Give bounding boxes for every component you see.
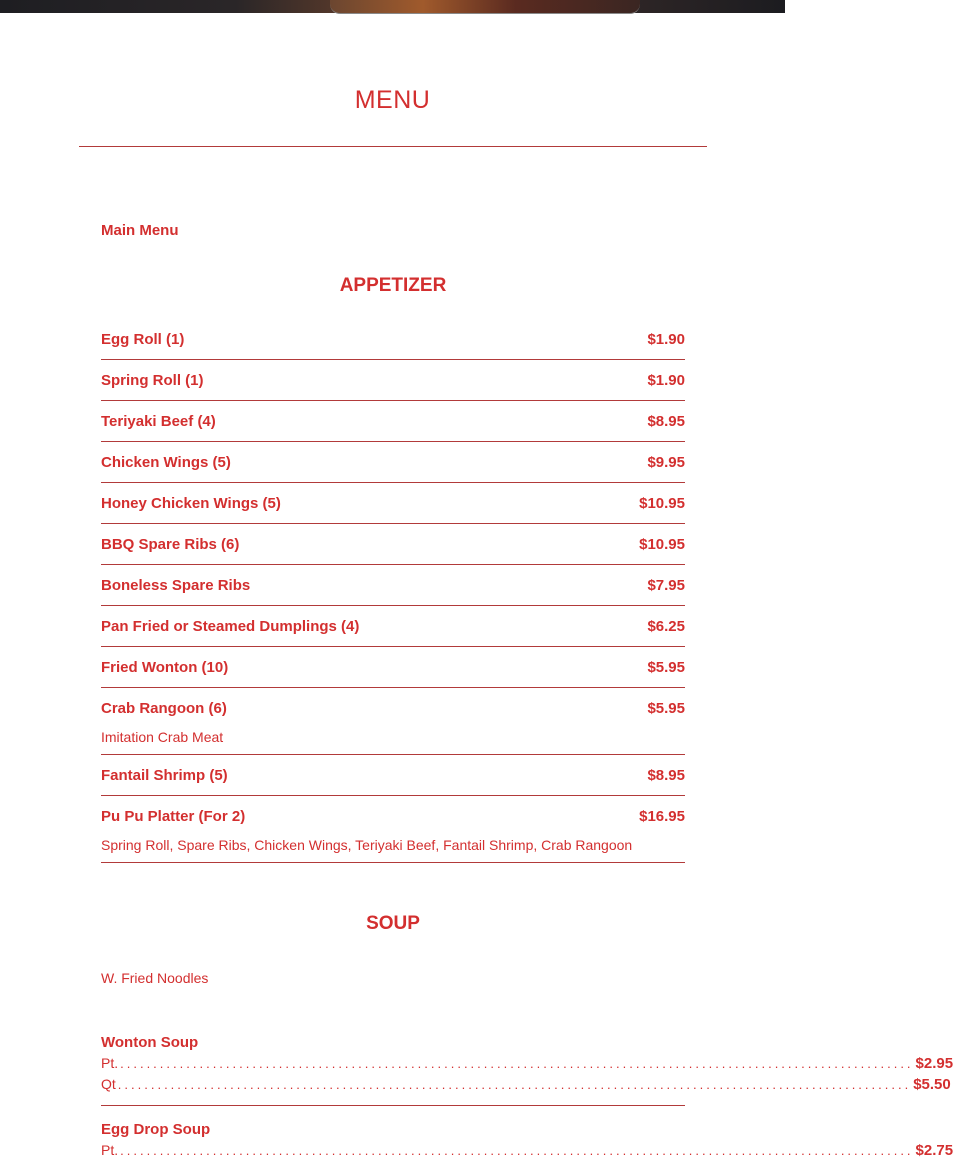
menu-item-row xyxy=(101,657,685,679)
dot-leader: ........................................................................................................................ xyxy=(120,1143,914,1158)
soup-size-row xyxy=(101,1140,953,1161)
menu-item-price: $10.95 xyxy=(639,495,685,512)
section-heading-appetizer: APPETIZER xyxy=(339,275,447,296)
menu-item-row xyxy=(101,411,685,433)
soup-size-label: Qt xyxy=(101,1076,116,1092)
menu-item-name: Teriyaki Beef (4) xyxy=(101,413,216,430)
soup-size-price: $5.50 xyxy=(913,1076,951,1093)
menu-item xyxy=(101,483,685,524)
menu-item-description: Spring Roll, Spare Ribs, Chicken Wings, Teriyaki Beef, Fantail Shrimp, Crab Rangoon xyxy=(101,837,633,853)
menu-item-row xyxy=(101,698,685,720)
menu-item-price: $16.95 xyxy=(639,808,685,825)
menu-item xyxy=(101,647,685,688)
menu-item-row xyxy=(101,575,685,597)
menu-item-row xyxy=(101,806,685,828)
menu-item-price: $5.95 xyxy=(647,659,685,676)
soup-item-name: Wonton Soup xyxy=(101,1034,199,1051)
menu-item-name: Boneless Spare Ribs xyxy=(101,577,251,594)
soup-size-price: $2.95 xyxy=(915,1055,953,1072)
title-divider xyxy=(79,146,707,147)
menu-item-price: $1.90 xyxy=(647,331,685,348)
menu-item xyxy=(101,796,685,863)
menu-item-name: Spring Roll (1) xyxy=(101,372,204,389)
menu-item-price: $7.95 xyxy=(647,577,685,594)
menu-item xyxy=(101,688,685,755)
soup-size-label: Pt. xyxy=(101,1055,119,1071)
menu-item-row xyxy=(101,534,685,556)
soup-size-row xyxy=(101,1074,951,1095)
hero-image xyxy=(0,0,785,13)
soup-size-row xyxy=(101,1053,953,1074)
menu-item-row xyxy=(101,493,685,515)
menu-item-row xyxy=(101,452,685,474)
menu-item-name: Honey Chicken Wings (5) xyxy=(101,495,281,512)
menu-item-price: $10.95 xyxy=(639,536,685,553)
menu-item xyxy=(101,606,685,647)
menu-item-price: $8.95 xyxy=(647,413,685,430)
menu-item xyxy=(101,319,685,360)
menu-item-name: BBQ Spare Ribs (6) xyxy=(101,536,240,553)
menu-item-name: Pu Pu Platter (For 2) xyxy=(101,808,246,825)
menu-item xyxy=(101,755,685,796)
menu-item-row xyxy=(101,329,685,351)
menu-item-name: Egg Roll (1) xyxy=(101,331,185,348)
menu-item-price: $5.95 xyxy=(647,700,685,717)
menu-item-name: Fantail Shrimp (5) xyxy=(101,767,228,784)
menu-item-row xyxy=(101,765,685,787)
soup-size-label: Pt. xyxy=(101,1142,119,1158)
menu-item-name: Fried Wonton (10) xyxy=(101,659,229,676)
menu-item-price: $1.90 xyxy=(647,372,685,389)
menu-item-price: $6.25 xyxy=(647,618,685,635)
food-plate-image xyxy=(330,0,640,14)
menu-item-price: $9.95 xyxy=(647,454,685,471)
menu-item-row xyxy=(101,616,685,638)
menu-item xyxy=(101,524,685,565)
soup-item-name: Egg Drop Soup xyxy=(101,1121,211,1138)
menu-item xyxy=(101,401,685,442)
menu-item-description: Imitation Crab Meat xyxy=(101,729,224,745)
menu-item-row xyxy=(101,370,685,392)
menu-item-name: Pan Fried or Steamed Dumplings (4) xyxy=(101,618,360,635)
tab-main-menu[interactable]: Main Menu xyxy=(101,222,179,239)
soup-list xyxy=(101,987,953,1171)
page-title: MENU xyxy=(354,86,431,114)
section-heading-soup: SOUP xyxy=(366,913,420,934)
soup-item xyxy=(101,987,953,1106)
menu-item xyxy=(101,442,685,483)
menu-content xyxy=(101,220,953,1171)
menu-item-name: Chicken Wings (5) xyxy=(101,454,231,471)
menu-item-price: $8.95 xyxy=(647,767,685,784)
dot-leader: ........................................................................................................................ xyxy=(120,1056,914,1071)
menu-item xyxy=(101,565,685,606)
menu-item xyxy=(101,360,685,401)
menu-item-name: Crab Rangoon (6) xyxy=(101,700,227,717)
soup-size-price: $2.75 xyxy=(915,1142,953,1159)
soup-note: W. Fried Noodles xyxy=(101,970,209,986)
dot-leader: ........................................................................................................................ xyxy=(117,1077,912,1092)
soup-item xyxy=(101,1106,953,1171)
appetizer-list xyxy=(101,319,685,863)
